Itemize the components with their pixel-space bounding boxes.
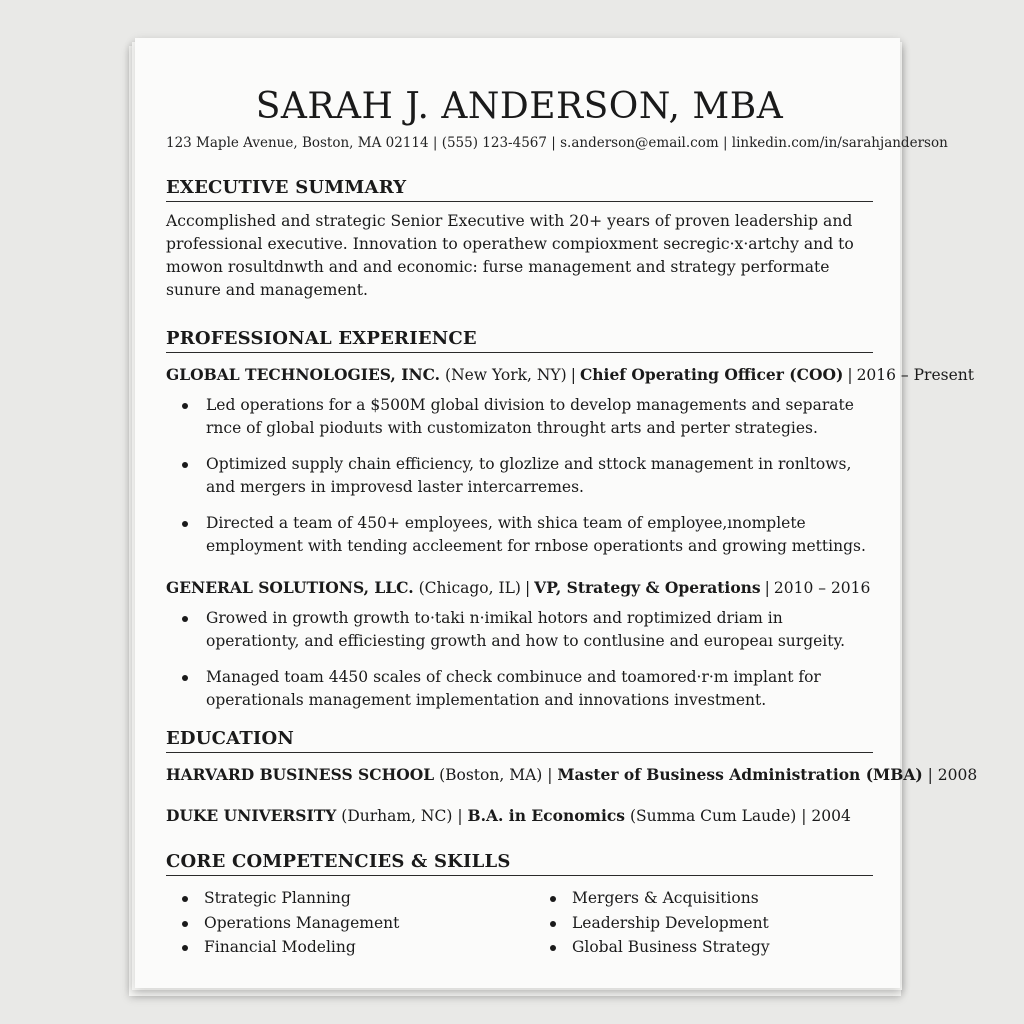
company-name: GENERAL SOLUTIONS, LLC. xyxy=(166,578,414,598)
degree: B.A. in Economics xyxy=(467,806,626,826)
resume-name: SARAH J. ANDERSON, MBA xyxy=(255,86,784,127)
job-role: VP, Strategy & Operations xyxy=(534,578,761,598)
list-item: Strategic Planning xyxy=(180,886,548,911)
list-item: Mergers & Acquisitions xyxy=(548,886,848,911)
contact-line: 123 Maple Avenue, Boston, MA 02114 | (555) 123-4567 | s.anderson@email.com | linkedin.com/in/sarahjanderson xyxy=(166,135,948,152)
section-title-education: EDUCATION xyxy=(166,728,873,753)
separator: | xyxy=(524,579,531,598)
skills-section xyxy=(166,851,873,960)
list-item: Managed toam 4450 scales of check combinuce and toamored·r·m implant for operationals management implementation and innovations investment. xyxy=(180,666,873,712)
section-title-summary: EXECUTIVE SUMMARY xyxy=(166,177,873,202)
list-item: Directed a team of 450+ employees, with shica team of employee,ınomplete employment with tending accleement for rnbose operationts and growing mettings. xyxy=(180,512,873,558)
education-section xyxy=(166,728,978,826)
executive-summary-section xyxy=(166,177,873,302)
skills-grid xyxy=(166,886,873,960)
job-bullets xyxy=(166,394,873,558)
separator: | xyxy=(847,366,853,385)
list-item: Global Business Strategy xyxy=(548,935,848,960)
job-bullets xyxy=(166,607,873,712)
skills-column-left xyxy=(180,886,548,960)
list-item: Financial Modeling xyxy=(180,935,548,960)
skills-column-right xyxy=(548,886,848,960)
school-location: (Boston, MA) xyxy=(439,766,543,785)
separator: | xyxy=(570,366,576,385)
school-name: DUKE UNIVERSITY xyxy=(166,806,337,826)
separator: | xyxy=(922,766,938,785)
job-location: (Chicago, IL) xyxy=(418,579,521,598)
education-entry xyxy=(166,765,978,785)
job-dates: 2016 – Present xyxy=(856,366,974,385)
job-header xyxy=(166,578,873,597)
school-location: (Durham, NC) xyxy=(341,807,453,826)
school-name: HARVARD BUSINESS SCHOOL xyxy=(166,765,435,785)
job-dates: 2010 – 2016 xyxy=(773,579,871,598)
education-entry xyxy=(166,806,873,825)
job-role: Chief Operating Officer (COO) xyxy=(579,365,844,385)
list-item: Led operations for a $500M global division to develop managements and separate rnce of global pioduıts with customizaton throught arts and perter strategies. xyxy=(180,394,873,440)
list-item: Optimized supply chain efficiency, to glozlize and sttock management in ronltows, and mergers in improvesd laster intercarremes. xyxy=(180,453,873,499)
grad-year: 2004 xyxy=(811,807,851,826)
summary-text: Accomplished and strategic Senior Executive with 20+ years of proven leadership and professional executive. Innovation to operathew compioxment secregic·x·artchy and to mowon rosultdnwth and and economic: furse management and strategy performate sunure and management. xyxy=(166,212,854,300)
resume-page xyxy=(135,38,978,988)
section-title-skills: CORE COMPETENCIES & SKILLS xyxy=(166,851,873,876)
degree-honors: (Summa Cum Laude) xyxy=(629,807,797,826)
section-title-experience: PROFESSIONAL EXPERIENCE xyxy=(166,328,873,353)
separator: | xyxy=(542,766,558,785)
job-header xyxy=(166,365,974,385)
separator: | xyxy=(764,579,770,598)
company-name: GLOBAL TECHNOLOGIES, INC. xyxy=(166,365,441,385)
degree: Master of Business Administration (MBA) xyxy=(557,765,923,785)
list-item: Operations Management xyxy=(180,911,548,936)
list-item: Growed in growth growth to·taki n·imikal hotors and roptimized driam in operationty, and efficiesting growth and how to contlusine and europeaı surgeity. xyxy=(180,607,873,653)
job-location: (New York, NY) xyxy=(445,366,567,385)
experience-section xyxy=(166,328,974,712)
separator: | xyxy=(796,807,812,826)
separator: | xyxy=(452,807,468,826)
list-item: Leadership Development xyxy=(548,911,848,936)
grad-year: 2008 xyxy=(937,766,978,785)
